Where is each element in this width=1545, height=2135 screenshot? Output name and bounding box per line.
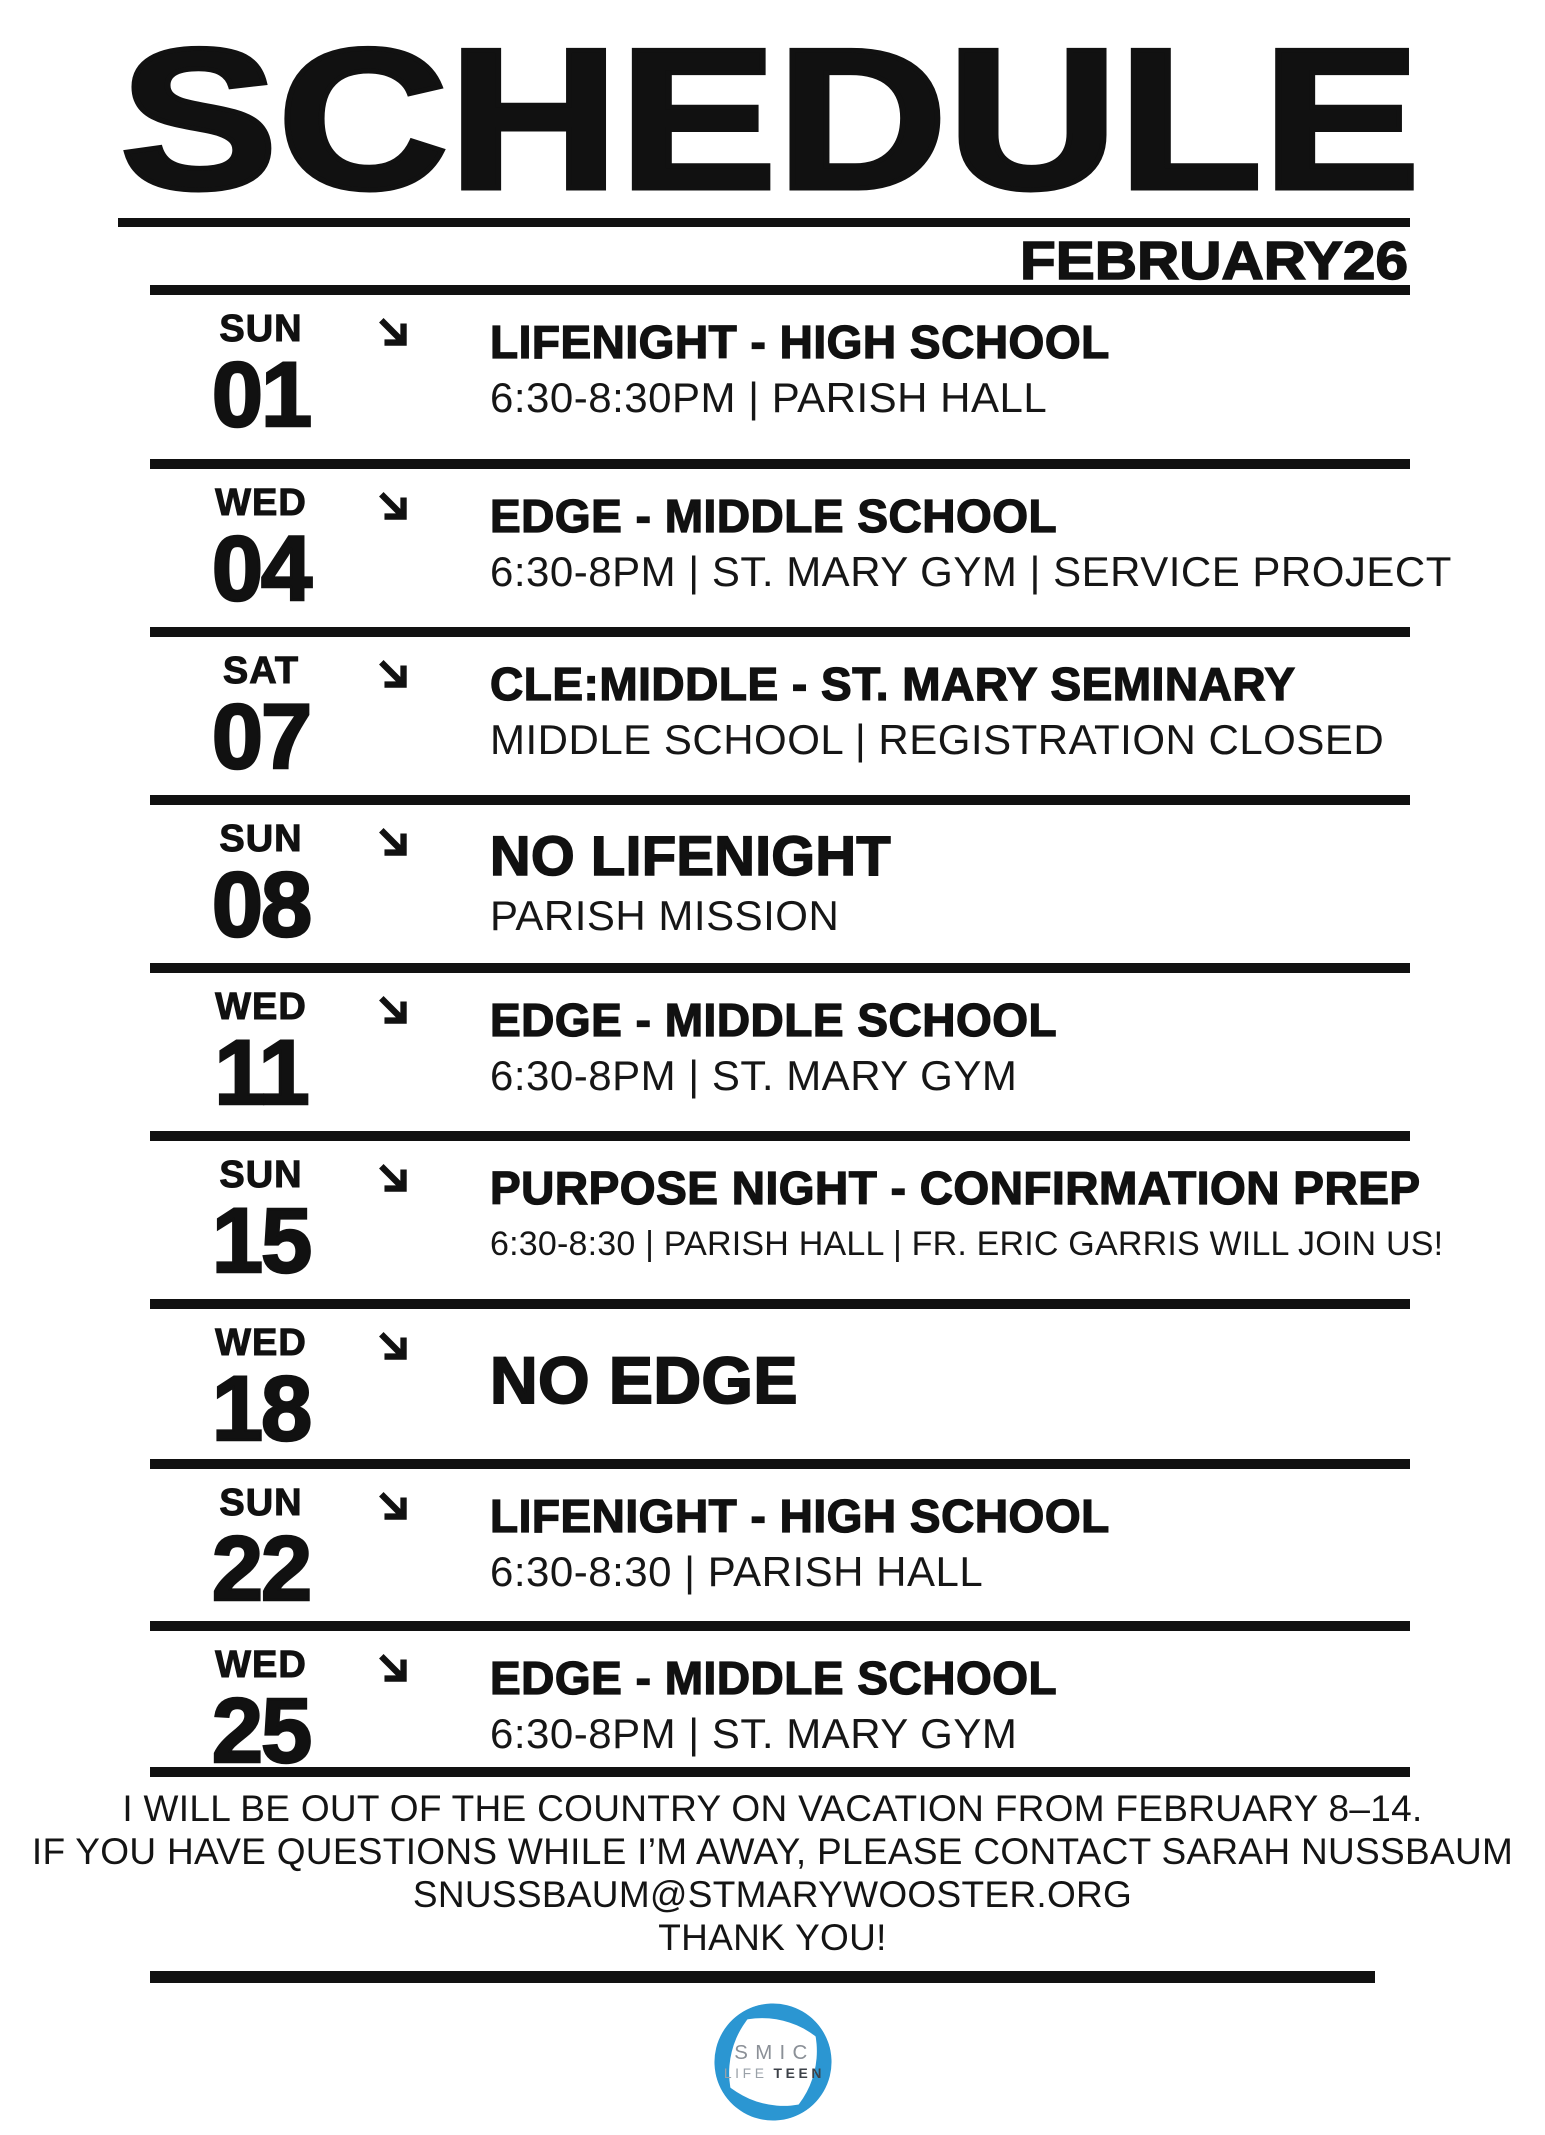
page-title: SCHEDULE	[120, 18, 1420, 210]
event-details: 6:30-8PM | ST. MARY GYM	[490, 1052, 1018, 1099]
arrow-column	[376, 1645, 416, 1692]
event-day-label: SUN	[219, 308, 303, 350]
arrow-column	[376, 1323, 416, 1370]
arrow-column	[376, 1155, 416, 1202]
arrow-column	[376, 651, 416, 698]
event-details: 6:30-8PM | ST. MARY GYM	[490, 1710, 1018, 1757]
arrow-down-right-icon	[376, 1161, 412, 1197]
footer-note-line-email: SNUSSBAUM@STMARYWOOSTER.ORG	[412, 1874, 1133, 1915]
event-row	[150, 1141, 1444, 1309]
event-date-block	[186, 986, 336, 1124]
event-date: 01	[211, 344, 311, 446]
event-row	[150, 1631, 1410, 1782]
event-row	[150, 1309, 1410, 1469]
smic-lifeteen-logo	[698, 1989, 848, 2135]
event-title: LIFENIGHT - HIGH SCHOOL	[490, 1490, 1110, 1542]
event-day-label: WED	[215, 1322, 307, 1364]
event-day-label: WED	[215, 482, 307, 524]
event-info	[490, 309, 1410, 421]
event-info	[490, 1483, 1410, 1595]
event-date-block	[186, 482, 336, 620]
edition-block	[150, 227, 1410, 295]
event-date-block	[186, 1154, 336, 1292]
event-details: 6:30-8:30 | PARISH HALL	[490, 1548, 984, 1595]
logo-org-label: SMIC	[733, 2041, 815, 2065]
event-date: 07	[211, 686, 311, 788]
arrow-column	[376, 987, 416, 1034]
poster-title-graphic	[118, 18, 1430, 210]
event-row	[150, 1469, 1410, 1631]
event-date-block	[186, 650, 336, 788]
event-day-label: SUN	[219, 818, 303, 860]
footer-note	[0, 1787, 1545, 1959]
event-details: 6:30-8:30PM | PARISH HALL	[490, 374, 1048, 421]
event-date: 11	[214, 1022, 308, 1124]
poster-header	[0, 0, 1545, 295]
arrow-down-right-icon	[376, 315, 412, 351]
event-info	[490, 1323, 1410, 1415]
event-day-label: SUN	[219, 1154, 303, 1196]
arrow-column	[376, 1483, 416, 1530]
event-date-block	[186, 1644, 336, 1782]
event-date: 25	[211, 1680, 311, 1782]
event-title: LIFENIGHT - HIGH SCHOOL	[490, 316, 1110, 368]
arrow-down-right-icon	[376, 993, 412, 1029]
footer-divider	[150, 1971, 1375, 1983]
event-info	[490, 987, 1410, 1099]
arrow-down-right-icon	[376, 489, 412, 525]
event-date-block	[186, 1482, 336, 1620]
event-row	[150, 973, 1410, 1141]
arrow-down-right-icon	[376, 657, 412, 693]
event-details: MIDDLE SCHOOL | REGISTRATION CLOSED	[490, 716, 1385, 763]
logo-block	[0, 1989, 1545, 2135]
event-row	[150, 469, 1452, 637]
event-day-label: SAT	[222, 650, 300, 692]
footer-note-line: THANK YOU!	[658, 1917, 887, 1958]
footer-note-line: I WILL BE OUT OF THE COUNTRY ON VACATION FROM FEBRUARY 8–14.	[122, 1788, 1423, 1829]
event-row	[150, 637, 1410, 805]
logo-program-light: LIFE	[723, 2065, 768, 2082]
event-date: 15	[211, 1190, 311, 1292]
event-date: 22	[211, 1518, 311, 1620]
edition-label: FEBRUARY26	[1020, 235, 1408, 285]
event-info	[490, 819, 1410, 939]
event-title: NO LIFENIGHT	[490, 824, 892, 887]
event-title: CLE:MIDDLE - ST. MARY SEMINARY	[490, 658, 1296, 710]
event-title: EDGE - MIDDLE SCHOOL	[490, 994, 1058, 1046]
event-date: 08	[211, 854, 311, 956]
event-date-block	[186, 308, 336, 446]
event-info	[490, 1155, 1444, 1267]
event-title: EDGE - MIDDLE SCHOOL	[490, 490, 1058, 542]
event-info	[490, 1645, 1410, 1757]
arrow-down-right-icon	[376, 1651, 412, 1687]
event-details: PARISH MISSION	[490, 892, 840, 939]
event-title: PURPOSE NIGHT - CONFIRMATION PREP	[490, 1162, 1421, 1214]
title-block	[118, 18, 1420, 227]
event-info	[490, 651, 1410, 763]
arrow-down-right-icon	[376, 1329, 412, 1365]
event-day-label: WED	[215, 1644, 307, 1686]
event-title: NO EDGE	[490, 1343, 798, 1417]
event-date-block	[186, 1322, 336, 1460]
event-date-block	[186, 818, 336, 956]
arrow-down-right-icon	[376, 825, 412, 861]
event-row	[150, 805, 1410, 973]
event-row	[150, 295, 1410, 469]
event-details: 6:30-8:30 | PARISH HALL | FR. ERIC GARRIS WILL JOIN US!	[490, 1225, 1444, 1263]
logo-program-label	[723, 2065, 824, 2081]
logo-program-bold: TEEN	[773, 2065, 825, 2082]
event-day-label: SUN	[219, 1482, 303, 1524]
event-day-label: WED	[215, 986, 307, 1028]
event-date: 18	[211, 1358, 311, 1460]
arrow-down-right-icon	[376, 1489, 412, 1525]
edition-graphic	[150, 235, 1410, 285]
event-title: EDGE - MIDDLE SCHOOL	[490, 1652, 1058, 1704]
footer-note-line: IF YOU HAVE QUESTIONS WHILE I’M AWAY, PLEASE CONTACT SARAH NUSSBAUM	[31, 1831, 1514, 1872]
event-list	[150, 295, 1452, 1782]
arrow-column	[376, 819, 416, 866]
event-date: 04	[211, 518, 311, 620]
arrow-column	[376, 309, 416, 356]
event-details: 6:30-8PM | ST. MARY GYM | SERVICE PROJECT	[490, 548, 1452, 595]
arrow-column	[376, 483, 416, 530]
event-info	[490, 483, 1452, 595]
